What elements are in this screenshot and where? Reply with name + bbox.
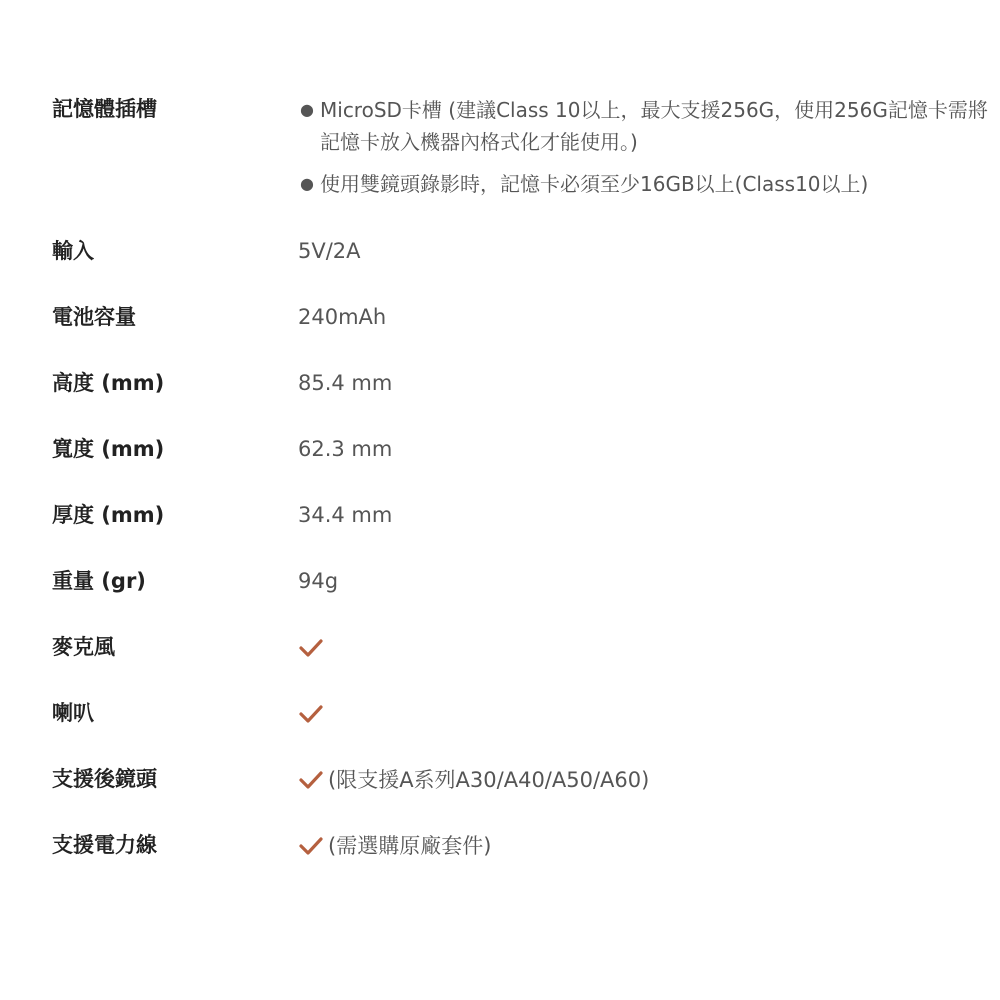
spec-label: 重量 (gr) (52, 569, 146, 593)
spec-label: 高度 (mm) (52, 371, 165, 395)
spec-value (298, 764, 988, 795)
spec-value: 240mAh (298, 305, 387, 329)
spec-label: 電池容量 (52, 305, 136, 329)
bullet-item (298, 168, 988, 200)
bullet-icon: ● (300, 100, 314, 119)
spec-value: 62.3 mm (298, 437, 393, 461)
check-icon (298, 703, 324, 725)
spec-label: 輸入 (52, 239, 94, 263)
bullet-text: MicroSD卡槽 (建議Class 10以上，最大支援256G，使用256G記憶卡需將記憶卡放入機器內格式化才能使用。) (320, 98, 988, 154)
check-icon (298, 769, 324, 791)
spec-value: 34.4 mm (298, 503, 393, 527)
bullet-text: 使用雙鏡頭錄影時，記憶卡必須至少16GB以上(Class10以上) (320, 172, 869, 196)
spec-note: (需選購原廠套件) (328, 834, 492, 858)
spec-value (298, 698, 988, 728)
bullet-list (298, 94, 988, 200)
spec-label: 記憶體插槽 (52, 97, 157, 121)
spec-label: 厚度 (mm) (52, 503, 165, 527)
spec-value (298, 632, 988, 662)
spec-note: (限支援A系列A30/A40/A50/A60) (328, 768, 650, 792)
bullet-icon: ● (300, 174, 314, 193)
spec-label: 支援後鏡頭 (52, 767, 157, 791)
spec-value: 85.4 mm (298, 371, 393, 395)
spec-value: 94g (298, 569, 339, 593)
spec-label: 支援電力線 (52, 833, 157, 857)
spec-value: 5V/2A (298, 239, 361, 263)
spec-value (298, 830, 988, 861)
bullet-item (298, 94, 988, 158)
spec-label: 麥克風 (52, 635, 115, 659)
spec-label: 寬度 (mm) (52, 437, 165, 461)
spec-value (298, 94, 988, 200)
spec-label: 喇叭 (52, 701, 94, 725)
check-icon (298, 835, 324, 857)
check-icon (298, 637, 324, 659)
